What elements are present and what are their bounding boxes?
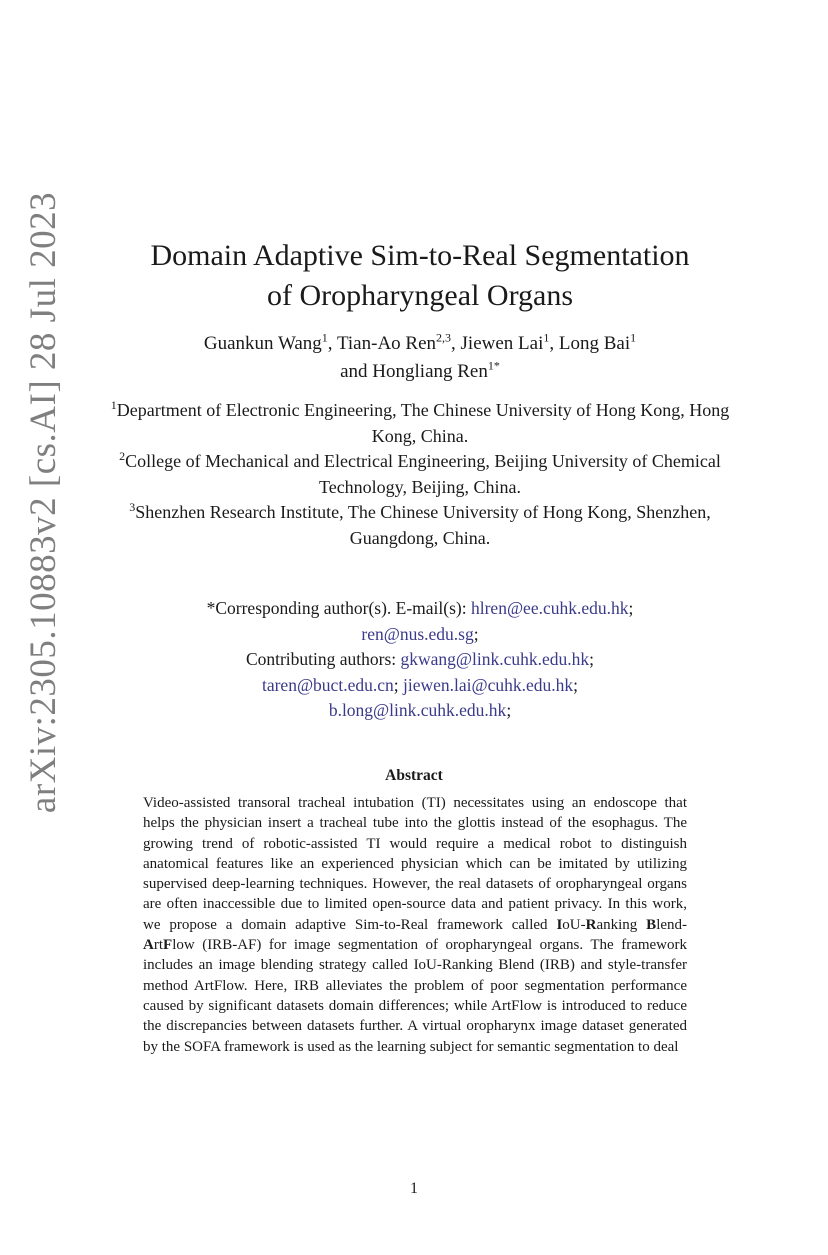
email-link[interactable]: b.long@link.cuhk.edu.hk: [328, 700, 507, 721]
contact-block: *Corresponding author(s). E-mail(s): hlren@ee.cuhk.edu.hk; ren@nus.edu.sg; Contributing authors: gkwang@link.cuhk.edu.hk; taren@buct.edu.cn; jiewen.lai@cuhk.edu.hk; b.long@link.cuhk.edu.hk;: [206, 598, 634, 721]
author-name: Hongliang Ren: [372, 361, 488, 382]
email-link[interactable]: ren@nus.edu.sg: [361, 623, 474, 644]
author-superscript: 2,3: [436, 330, 452, 345]
author-superscript: 1: [321, 330, 328, 345]
name-initial: F: [163, 937, 173, 954]
affiliation-text: College of Mechanical and Electrical Engineering, Beijing University of Chemical Technology, Beijing, China.: [125, 451, 721, 497]
affiliation-text: Shenzhen Research Institute, The Chinese University of Hong Kong, Shenzhen, Guangdong, China.: [135, 502, 711, 548]
name-segment: rt: [153, 937, 164, 954]
affiliation-superscript: 1: [110, 398, 117, 412]
corresponding-label: *Corresponding author(s). E-mail(s):: [206, 598, 467, 618]
page-number: 1: [410, 1180, 418, 1197]
name-initial: A: [143, 937, 154, 954]
paper-title: [100, 236, 740, 316]
email-link[interactable]: hlren@ee.cuhk.edu.hk: [470, 598, 629, 618]
name-initial: B: [646, 916, 657, 933]
author-list: Guankun Wang$^1$, Tian-Ao Ren$^{2,3}$, Jiewen Lai$^1$, Long Bai$^1$ and Hongliang Ren$^{1*}$: [203, 330, 637, 382]
author-superscript: 1: [543, 330, 550, 345]
author-name: Guankun Wang: [203, 333, 322, 354]
author-name: Tian-Ao Ren: [336, 333, 437, 354]
arxiv-identifier-text: arXiv:2305.10883v2 [cs.AI] 28 Jul 2023: [23, 191, 65, 813]
author-name: Jiewen Lai: [460, 333, 544, 354]
name-segment: low: [172, 937, 195, 954]
abstract-text: [143, 793, 687, 1057]
abstract-part-2: (IRB-AF) for image segmentation of oropharyngeal organs. The framework includes an image blending strategy called IoU-Ranking Blend (IRB) and style-transfer method ArtFlow. Here, IRB alleviates the problem of poor segmentation performance caused by significant datasets domain differences; while ArtFlow is introduced to reduce the discrepancies between datasets further. A virtual oropharynx image dataset generated by the SOFA framework is used as the learning subject for semantic segmentation to deal: [143, 937, 687, 1055]
abstract-part-1: Video-assisted transoral tracheal intubation (TI) necessitates using an endoscope that helps the physician insert a tracheal tube into the glottis instead of the esophagus. The growing trend of robotic-assisted TI would require a medical robot to distinguish anatomical features like an experienced physician which can be imitated by utilizing supervised deep-learning techniques. However, the real datasets of oropharyngeal organs are often inaccessible due to limited open-source data and patient privacy. In this work, we propose a domain adaptive Sim-to-Real framework called: [143, 795, 687, 933]
author-connector: and: [340, 361, 368, 382]
affiliation-superscript: 2: [119, 449, 126, 464]
affiliation: [110, 500, 730, 551]
email-link[interactable]: jiewen.lai@cuhk.edu.hk: [402, 674, 574, 695]
arxiv-identifier-stamp: [14, 187, 74, 817]
email-link[interactable]: gkwang@link.cuhk.edu.hk: [400, 649, 590, 670]
name-segment: anking: [596, 916, 647, 933]
contributing-label: Contributing authors:: [245, 649, 397, 670]
affiliation: [110, 449, 730, 500]
affiliation-text: Department of Electronic Engineering, The Chinese University of Hong Kong, Hong Kong, China.: [116, 400, 730, 446]
name-initial: R: [585, 916, 597, 933]
name-initial: I: [556, 916, 563, 933]
author-superscript: 1: [630, 330, 637, 345]
author-superscript: 1*: [487, 358, 500, 373]
affiliation: [110, 398, 730, 449]
name-segment: lend-: [656, 916, 688, 933]
title-line-1: Domain Adaptive Sim-to-Real Segmentation: [150, 239, 690, 273]
affiliation-superscript: 3: [129, 500, 136, 515]
email-link[interactable]: taren@buct.edu.cn: [261, 674, 394, 695]
title-line-2: of Oropharyngeal Organs: [266, 279, 574, 313]
abstract-heading: Abstract: [385, 767, 443, 784]
name-segment: oU-: [562, 916, 586, 933]
author-name: Long Bai: [558, 333, 631, 354]
affiliation-list: [110, 398, 730, 552]
